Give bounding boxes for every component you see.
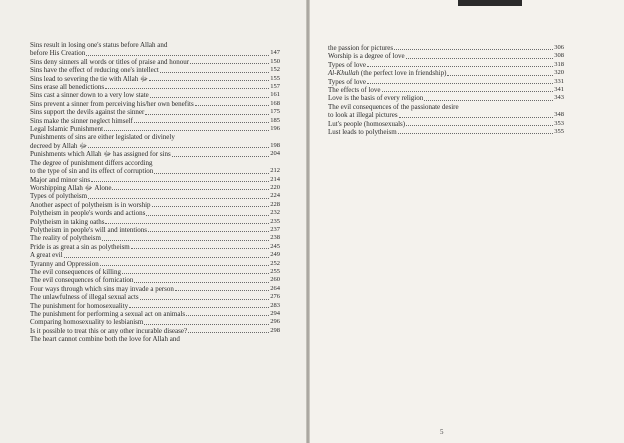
toc-entry <box>328 120 564 128</box>
toc-page-number: 204 <box>270 150 280 158</box>
toc-entry <box>30 251 280 259</box>
toc-page-number: 320 <box>554 69 564 77</box>
toc-leader-dots <box>131 248 270 249</box>
toc-leader-dots <box>91 181 269 182</box>
toc-leader-dots <box>154 173 269 174</box>
toc-page-number: 260 <box>270 276 280 284</box>
toc-entry <box>328 52 564 60</box>
toc-entry <box>328 86 564 94</box>
toc-entry-title <box>30 335 180 343</box>
toc-entry-row <box>328 52 564 60</box>
toc-page-number: 198 <box>270 141 280 149</box>
toc-entry-title <box>30 167 153 175</box>
toc-page-number: 264 <box>270 284 280 292</box>
toc-page-number: 255 <box>270 267 280 275</box>
toc-entry-text: Legal Islamic Punishment <box>30 125 104 134</box>
toc-entry-row <box>328 86 564 94</box>
toc-entry-title <box>328 78 366 86</box>
toc-page-number: 235 <box>270 217 280 225</box>
toc-entry-title <box>30 302 128 310</box>
toc-entry-text: Polytheism in people's will and intentions <box>30 225 147 234</box>
toc-entry-text: Punishments which Allah ﷻ has assigned for sins <box>30 150 171 159</box>
toc-entry-title <box>328 52 405 60</box>
toc-leader-dots <box>104 130 269 131</box>
toc-entry-title <box>30 276 133 284</box>
toc-entry-text: Sins erase all benedictions <box>30 83 105 92</box>
toc-entry-row <box>30 201 280 209</box>
toc-entry <box>30 327 280 335</box>
toc-page-number: 296 <box>270 318 280 326</box>
toc-entry-row <box>30 167 280 175</box>
toc-leader-dots <box>105 88 269 89</box>
toc-leader-dots <box>447 75 553 76</box>
toc-entry-title <box>30 234 101 242</box>
toc-entry-row <box>30 150 280 158</box>
toc-entry-title <box>328 61 366 69</box>
toc-entry <box>30 150 280 158</box>
toc-entry-text: Sins have the effect of reducing one's intellect <box>30 66 159 75</box>
toc-leader-dots <box>406 125 553 126</box>
toc-entry <box>328 61 564 69</box>
toc-leader-dots <box>367 83 553 84</box>
toc-page-number: 237 <box>270 225 280 233</box>
toc-page-number: 308 <box>554 52 564 60</box>
toc-entry <box>328 94 564 102</box>
toc-entry-line: Punishments of sins are either legislated or divinely <box>30 133 175 142</box>
toc-entry <box>30 209 280 217</box>
toc-entry-text: Sins prevent a sinner from perceiving his/her own benefits <box>30 99 194 108</box>
toc-leader-dots <box>100 265 270 266</box>
toc-entry-row <box>30 226 280 234</box>
toc-entry-row <box>30 100 280 108</box>
toc-entry-row <box>328 61 564 69</box>
toc-page-number: 276 <box>270 293 280 301</box>
toc-entry-title <box>30 184 111 192</box>
toc-entry <box>30 133 280 150</box>
toc-entry-row <box>328 111 564 119</box>
toc-entry-row <box>30 268 280 276</box>
toc-entry-row <box>30 192 280 200</box>
toc-entry-text: to the type of sin and its effect of corruption <box>30 167 154 176</box>
toc-entry-row <box>328 128 564 136</box>
toc-entry-row <box>30 251 280 259</box>
toc-entry <box>30 234 280 242</box>
toc-leader-dots <box>102 240 269 241</box>
toc-leader-dots <box>105 223 269 224</box>
toc-entry-row <box>328 78 564 86</box>
toc-entry <box>30 218 280 226</box>
toc-entry <box>30 285 280 293</box>
toc-entry <box>30 268 280 276</box>
toc-entry-row <box>30 260 280 268</box>
toc-entry-title <box>30 142 87 150</box>
toc-entry-title <box>30 75 148 83</box>
toc-page-number: 220 <box>270 183 280 191</box>
toc-entry-title <box>328 120 405 128</box>
toc-page-number: 331 <box>554 77 564 85</box>
toc-entry-title <box>30 268 121 276</box>
toc-entry-text: The reality of polytheism <box>30 234 101 243</box>
toc-entry-text: Worship is a degree of love <box>328 52 405 61</box>
toc-entry-text: before His Creation <box>30 49 86 58</box>
toc-entry-text: Tyranny and Oppression <box>30 259 99 268</box>
toc-entry-row <box>30 318 280 326</box>
toc-entry <box>30 335 280 343</box>
toc-page-number: 168 <box>270 99 280 107</box>
toc-entry-text: Sins support the devils against the sinner <box>30 108 145 117</box>
toc-leader-dots <box>150 97 269 98</box>
toc-entry <box>328 44 564 52</box>
toc-entry-row <box>30 49 280 57</box>
toc-leader-dots <box>88 147 269 148</box>
toc-entry-title <box>30 117 133 125</box>
toc-entry-text: Sins cast a sinner down to a very low state <box>30 91 149 100</box>
toc-entry <box>328 78 564 86</box>
toc-entry-text: Polytheism in taking oaths <box>30 217 105 226</box>
toc-entry-row <box>30 75 280 83</box>
toc-entry <box>30 100 280 108</box>
toc-entry <box>30 176 280 184</box>
toc-leader-dots <box>64 257 270 258</box>
toc-entry-title <box>30 218 104 226</box>
dark-tab-mark <box>458 0 522 6</box>
toc-leader-dots <box>112 189 269 190</box>
toc-entry-title <box>30 125 103 133</box>
toc-entry-row <box>30 310 280 318</box>
toc-leader-dots <box>145 114 269 115</box>
toc-entry-text: Four ways through which sins may invade a person <box>30 284 174 293</box>
toc-leader-dots <box>190 63 269 64</box>
toc-entry-text: Pride is as great a sin as polytheism <box>30 242 130 251</box>
toc-entry-text: Types of love <box>328 60 367 69</box>
toc-entry-text: The unlawfulness of illegal sexual acts <box>30 293 139 302</box>
toc-entry <box>30 201 280 209</box>
left-toc-list <box>30 41 280 344</box>
toc-entry-text: Types of love <box>328 77 367 86</box>
toc-entry-row <box>328 94 564 102</box>
toc-entry-text: Types of polytheism <box>30 192 88 201</box>
toc-entry <box>30 41 280 58</box>
toc-entry <box>30 66 280 74</box>
toc-page-number: 214 <box>270 175 280 183</box>
toc-entry-row <box>30 335 280 343</box>
toc-entry-text: The effects of love <box>328 86 381 95</box>
toc-entry-title <box>30 100 194 108</box>
toc-entry <box>30 310 280 318</box>
toc-entry-title <box>328 86 381 94</box>
toc-entry <box>328 103 564 120</box>
toc-entry-title <box>328 128 397 136</box>
right-toc-list <box>328 44 564 136</box>
toc-entry-row <box>328 44 564 52</box>
toc-entry-text: Polytheism in people's words and actions <box>30 209 146 218</box>
right-page <box>310 0 624 443</box>
toc-leader-dots <box>86 55 269 56</box>
left-page <box>0 0 306 443</box>
toc-entry-row <box>30 66 280 74</box>
toc-entry-title <box>30 150 171 158</box>
toc-entry <box>30 91 280 99</box>
toc-leader-dots <box>172 156 270 157</box>
toc-leader-dots <box>195 105 270 106</box>
toc-leader-dots <box>122 273 269 274</box>
toc-entry <box>30 293 280 301</box>
toc-entry-text: Major and minor sins <box>30 175 91 184</box>
toc-entry-row <box>30 125 280 133</box>
toc-entry-title <box>30 49 85 57</box>
toc-entry-row <box>30 243 280 251</box>
toc-entry-row <box>30 276 280 284</box>
toc-leader-dots <box>146 215 269 216</box>
toc-entry-title <box>30 243 130 251</box>
toc-entry <box>30 58 280 66</box>
toc-entry-title <box>30 83 104 91</box>
toc-entry-row <box>328 69 564 77</box>
toc-entry-text: to look at illegal pictures <box>328 111 398 120</box>
toc-page-number: 355 <box>554 128 564 136</box>
toc-entry <box>30 192 280 200</box>
toc-entry-title <box>30 209 145 217</box>
toc-entry <box>30 83 280 91</box>
toc-page-number: 294 <box>270 310 280 317</box>
toc-entry <box>30 159 280 176</box>
toc-entry-row <box>30 108 280 116</box>
toc-entry-title <box>30 318 143 326</box>
toc-page-number: 343 <box>554 94 564 102</box>
toc-entry-italic-term: Al-Khullah <box>328 69 360 78</box>
toc-entry-title <box>30 176 90 184</box>
toc-entry-title <box>30 251 63 259</box>
toc-leader-dots <box>394 49 553 50</box>
toc-entry <box>30 276 280 284</box>
toc-entry-text: The heart cannot combine both the love for Allah and <box>30 335 180 344</box>
toc-entry <box>30 302 280 310</box>
toc-entry-title <box>30 285 174 293</box>
toc-entry-title <box>30 58 189 66</box>
toc-leader-dots <box>406 58 554 59</box>
toc-page-number: 175 <box>270 108 280 116</box>
toc-page-number: 252 <box>270 259 280 267</box>
toc-page-number: 245 <box>270 242 280 250</box>
toc-entry <box>30 125 280 133</box>
toc-entry-title <box>30 91 149 99</box>
toc-entry <box>30 318 280 326</box>
toc-entry-text: decreed by Allah ﷻ <box>30 141 88 150</box>
toc-page-number: 185 <box>270 116 280 124</box>
toc-entry-text: Is it possible to treat this or any other incurable disease? <box>30 326 188 335</box>
toc-entry-line: The evil consequences of the passionate desire <box>328 102 459 111</box>
toc-leader-dots <box>149 80 269 81</box>
toc-page-number: 224 <box>270 192 280 200</box>
toc-entry-title <box>328 111 398 119</box>
toc-page-number: 306 <box>554 44 564 51</box>
toc-leader-dots <box>140 299 270 300</box>
toc-entry-title <box>30 66 159 74</box>
toc-entry <box>30 226 280 234</box>
toc-entry-text: Love is the basis of every religion <box>328 94 424 103</box>
toc-entry-text: Comparing homosexuality to lesbianism <box>30 318 144 327</box>
toc-entry-line: Sins result in losing one's status before Allah and <box>30 41 168 49</box>
toc-entry-title <box>328 94 423 102</box>
toc-entry-text: (the perfect love in friendship) <box>359 69 447 78</box>
toc-entry-text: Lust leads to polytheism <box>328 128 397 137</box>
toc-entry-text: Worshipping Allah ﷻ Alone <box>30 183 112 192</box>
toc-leader-dots <box>382 91 554 92</box>
toc-page-number: 353 <box>554 119 564 127</box>
toc-leader-dots <box>160 72 269 73</box>
toc-entry-text: The evil consequences of fornication <box>30 276 134 285</box>
toc-page-number: 196 <box>270 125 280 133</box>
toc-entry-row <box>30 234 280 242</box>
toc-page-number: 341 <box>554 86 564 94</box>
toc-entry <box>30 260 280 268</box>
toc-leader-dots <box>188 332 269 333</box>
toc-page-number: 249 <box>270 251 280 259</box>
toc-entry-title <box>328 69 446 77</box>
toc-entry-row <box>30 176 280 184</box>
toc-entry-title <box>30 293 139 301</box>
toc-entry-text: Another aspect of polytheism is in worship <box>30 200 151 209</box>
toc-entry-text: Sins make the sinner neglect himself <box>30 116 133 125</box>
toc-entry <box>30 108 280 116</box>
toc-entry <box>30 243 280 251</box>
toc-entry <box>328 128 564 136</box>
toc-entry-row <box>30 302 280 310</box>
toc-entry-title <box>30 310 185 318</box>
toc-entry-row <box>30 117 280 125</box>
toc-entry-title <box>30 260 99 268</box>
toc-entry-row <box>30 91 280 99</box>
toc-entry-title <box>30 201 151 209</box>
toc-entry-row <box>30 184 280 192</box>
toc-entry-text: The punishment for performing a sexual act on animals <box>30 310 186 318</box>
toc-page-number: 147 <box>270 49 280 57</box>
toc-entry-title <box>30 108 144 116</box>
toc-page-number: 155 <box>270 74 280 82</box>
page-number: 5 <box>440 428 444 436</box>
toc-entry-row <box>30 293 280 301</box>
toc-entry-text: Sins lead to severing the tie with Allah ﷻ <box>30 74 148 83</box>
toc-page-number: 161 <box>270 91 280 99</box>
toc-page-number: 150 <box>270 57 280 65</box>
toc-entry-line: The degree of punishment differs according <box>30 158 153 167</box>
toc-entry-text: The punishment for homosexuality <box>30 301 129 310</box>
toc-page-number: 157 <box>270 83 280 91</box>
toc-page-number: 283 <box>270 301 280 309</box>
toc-entry-row <box>30 142 280 150</box>
toc-leader-dots <box>424 100 553 101</box>
toc-page-number: 238 <box>270 234 280 242</box>
toc-leader-dots <box>367 66 553 67</box>
toc-leader-dots <box>152 206 270 207</box>
toc-entry <box>30 184 280 192</box>
toc-page-number: 152 <box>270 66 280 74</box>
toc-entry-row <box>30 218 280 226</box>
toc-entry-row <box>30 209 280 217</box>
toc-entry-text: The evil consequences of killing <box>30 267 121 276</box>
toc-entry <box>30 75 280 83</box>
toc-page-number: 212 <box>270 167 280 175</box>
toc-leader-dots <box>134 282 269 283</box>
toc-page-number: 318 <box>554 60 564 68</box>
toc-page-number: 348 <box>554 111 564 119</box>
toc-entry-title <box>30 192 87 200</box>
toc-leader-dots <box>186 315 269 316</box>
toc-leader-dots <box>88 198 269 199</box>
toc-entry-row <box>30 83 280 91</box>
toc-leader-dots <box>148 231 269 232</box>
toc-leader-dots <box>399 117 554 118</box>
toc-entry <box>328 69 564 77</box>
toc-leader-dots <box>175 290 269 291</box>
toc-entry-text: Lut's people (homosexuals) <box>328 119 406 128</box>
toc-entry-row <box>30 285 280 293</box>
toc-page-number: 298 <box>270 326 280 334</box>
toc-entry-text: the passion for pictures <box>328 44 394 52</box>
toc-page-number: 232 <box>270 209 280 217</box>
toc-entry-text: A great evil <box>30 251 63 260</box>
toc-entry-row <box>30 58 280 66</box>
toc-entry <box>30 117 280 125</box>
toc-entry-title <box>30 327 187 335</box>
toc-leader-dots <box>398 133 554 134</box>
toc-leader-dots <box>134 122 269 123</box>
toc-entry-title <box>328 44 393 52</box>
toc-entry-row <box>328 120 564 128</box>
toc-page-number: 228 <box>270 200 280 208</box>
toc-entry-title <box>30 226 147 234</box>
toc-entry-text: Sins deny sinners all words or titles of praise and honour <box>30 57 190 66</box>
toc-leader-dots <box>129 307 269 308</box>
toc-entry-row <box>30 327 280 335</box>
toc-leader-dots <box>144 324 269 325</box>
